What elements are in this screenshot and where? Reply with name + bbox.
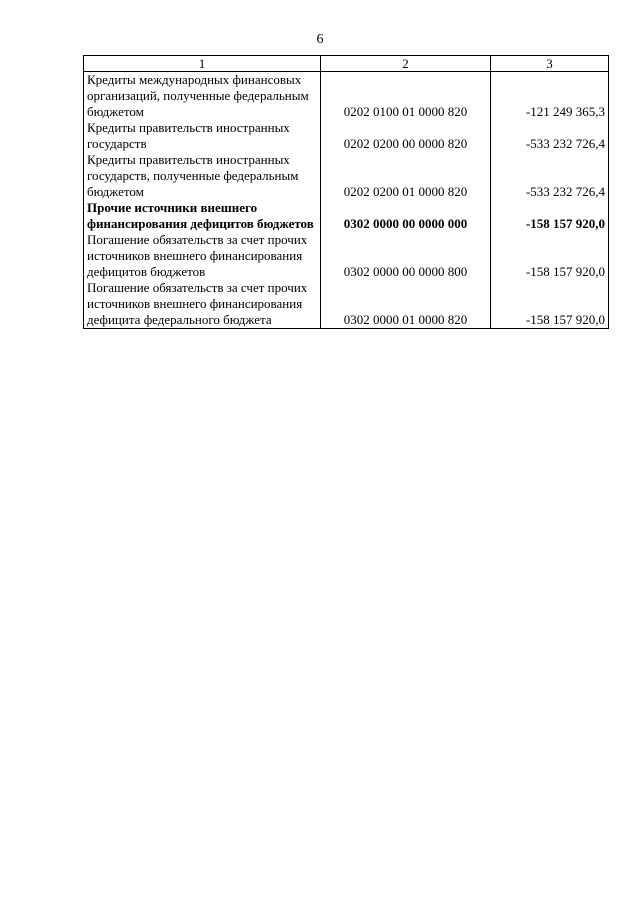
row-code: 0202 0200 01 0000 820	[321, 152, 491, 200]
row-name: Кредиты правительств иностранных государств	[84, 120, 321, 152]
row-amount: -533 232 726,4	[491, 120, 609, 152]
table-row-subtotal	[84, 200, 609, 232]
row-name: Кредиты правительств иностранных государств, полученные федеральным бюджетом	[84, 152, 321, 200]
row-code: 0302 0000 00 0000 000	[321, 200, 491, 232]
page-number: 6	[316, 32, 324, 47]
row-name: Кредиты международных финансовых организаций, полученные федеральным бюджетом	[84, 72, 321, 121]
row-code: 0202 0200 00 0000 820	[321, 120, 491, 152]
row-amount: -121 249 365,3	[491, 72, 609, 121]
table-row	[84, 152, 609, 200]
column-header-1: 1	[84, 56, 321, 72]
table-row	[84, 72, 609, 121]
row-amount: -158 157 920,0	[491, 200, 609, 232]
column-header-2: 2	[321, 56, 491, 72]
budget-sources-table	[83, 55, 609, 329]
table-row	[84, 232, 609, 280]
table-header-row	[84, 56, 609, 72]
row-name: Прочие источники внешнего финансирования дефицитов бюджетов	[84, 200, 321, 232]
row-amount: -158 157 920,0	[491, 232, 609, 280]
row-amount: -533 232 726,4	[491, 152, 609, 200]
table-row	[84, 120, 609, 152]
column-header-3: 3	[491, 56, 609, 72]
row-code: 0202 0100 01 0000 820	[321, 72, 491, 121]
row-amount: -158 157 920,0	[491, 280, 609, 329]
row-code: 0302 0000 00 0000 800	[321, 232, 491, 280]
row-name: Погашение обязательств за счет прочих источников внешнего финансирования дефицита федерального бюджета	[84, 280, 321, 329]
table-row	[84, 280, 609, 329]
row-name: Погашение обязательств за счет прочих источников внешнего финансирования дефицитов бюджетов	[84, 232, 321, 280]
row-code: 0302 0000 01 0000 820	[321, 280, 491, 329]
